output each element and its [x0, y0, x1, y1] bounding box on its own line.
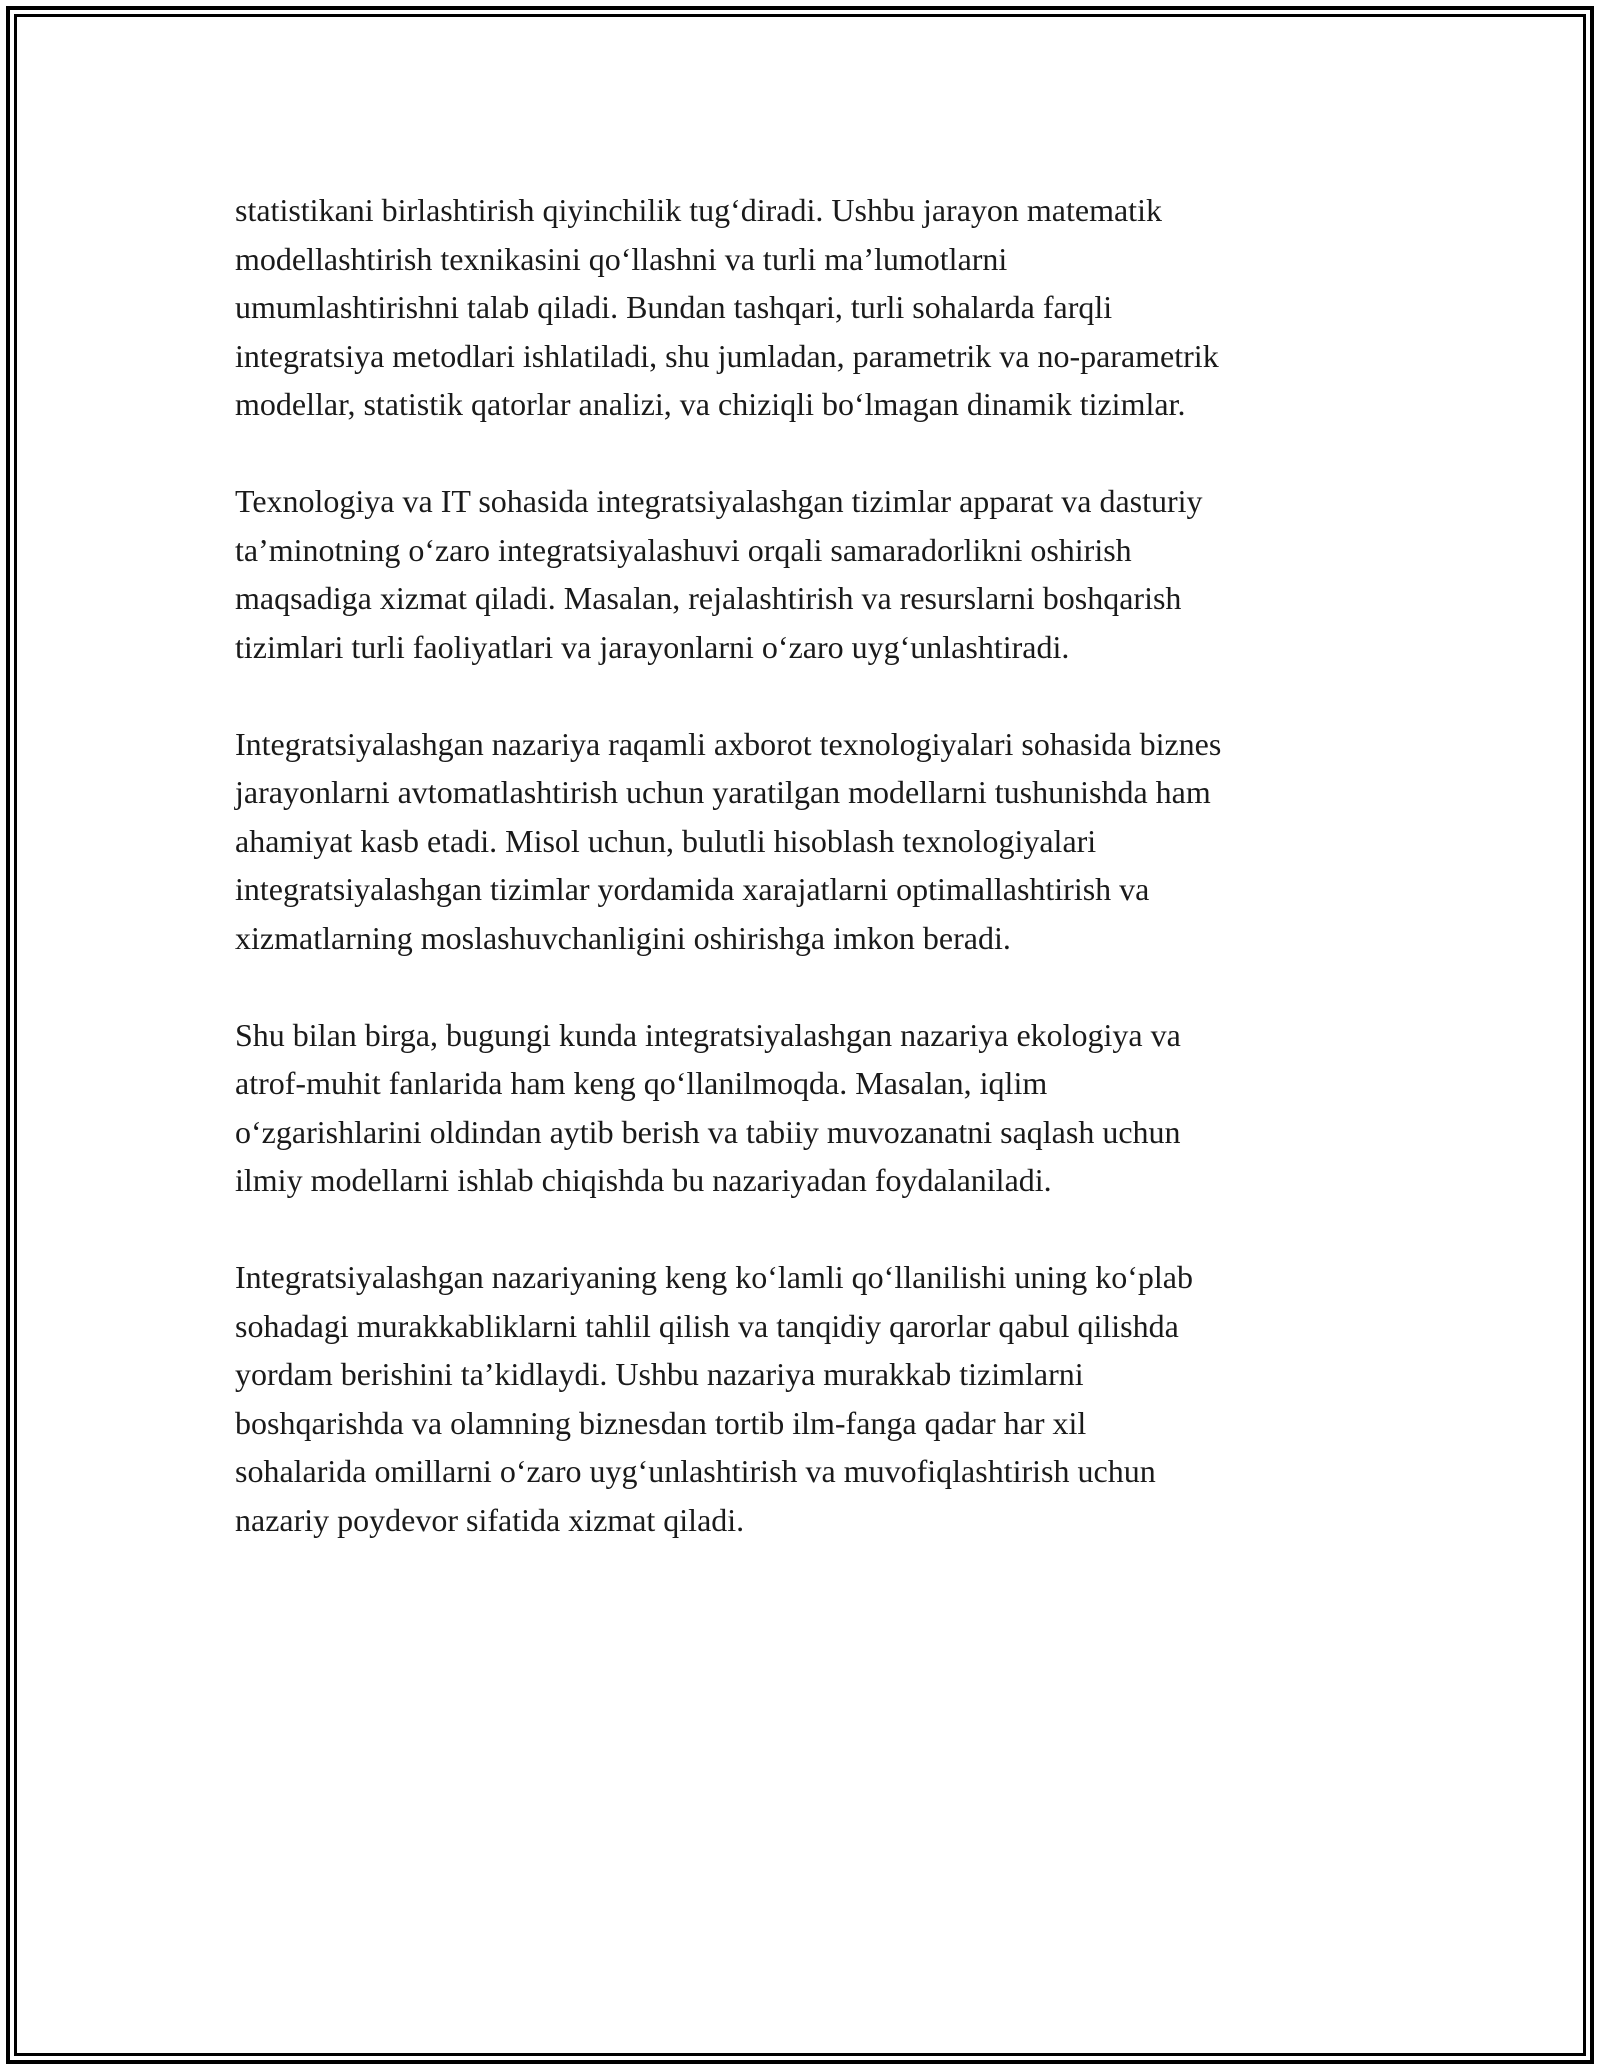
text-line: ilmiy modellarni ishlab chiqishda bu nazariyadan foydalaniladi.: [235, 1162, 1052, 1198]
text-line: modellashtirish texnikasini qo‘llashni va turli ma’lumotlarni: [235, 240, 1008, 277]
text-line: sohalarida omillarni o‘zaro uyg‘unlashtirish va muvofiqlashtirish uchun: [235, 1453, 1156, 1489]
text-line: ta’minotning o‘zaro integratsiyalashuvi orqali samaradorlikni oshirish: [235, 531, 1132, 568]
text-line: statistikani birlashtirish qiyinchilik tug‘diradi. Ushbu jarayon matematik: [235, 192, 1162, 228]
text-line: xizmatlarning moslashuvchanligini oshirishga imkon beradi.: [235, 919, 1011, 956]
text-line: tizimlari turli faoliyatlari va jarayonlarni o‘zaro uyg‘unlashtiradi.: [235, 628, 1070, 665]
text-line: Integratsiyalashgan nazariyaning keng ko‘lamli qo‘llanilishi uning ko‘plab: [235, 1259, 1193, 1295]
text-line: integratsiya metodlari ishlatiladi, shu jumladan, parametrik va no-parametrik: [235, 337, 1219, 374]
text-line: Texnologiya va IT sohasida integratsiyalashgan tizimlar apparat va dasturiy: [235, 483, 1203, 519]
text-line: umumlashtirishni talab qiladi. Bundan tashqari, turli sohalarda farqli: [235, 289, 1113, 325]
text-line: integratsiyalashgan tizimlar yordamida xarajatlarni optimallashtirish va: [235, 871, 1150, 907]
text-line: sohadagi murakkabliklarni tahlil qilish va tanqidiy qarorlar qabul qilishda: [235, 1307, 1179, 1344]
paragraph-4: [235, 1011, 1405, 1205]
text-line: Integratsiyalashgan nazariya raqamli axborot texnologiyalari sohasida biznes: [235, 725, 1222, 762]
text-line: jarayonlarni avtomatlashtirish uchun yaratilgan modellarni tushunishda ham: [235, 774, 1211, 810]
text-line: modellar, statistik qatorlar analizi, va chiziqli bo‘lmagan dinamik tizimlar.: [235, 386, 1186, 422]
paragraph-1: [235, 186, 1405, 429]
text-line: yordam berishini ta’kidlaydi. Ushbu nazariya murakkab tizimlarni: [235, 1356, 1084, 1392]
text-line: atrof-muhit fanlarida ham keng qo‘llanilmoqda. Masalan, iqlim: [235, 1065, 1048, 1101]
text-line: Shu bilan birga, bugungi kunda integratsiyalashgan nazariya ekologiya va: [235, 1016, 1181, 1053]
paragraph-2: [235, 477, 1405, 671]
paragraph-5: [235, 1253, 1405, 1544]
paragraph-3: [235, 720, 1405, 963]
text-line: nazariy poydevor sifatida xizmat qiladi.: [235, 1501, 745, 1538]
text-line: boshqarishda va olamning biznesdan tortib ilm-fanga qadar har xil: [235, 1404, 1087, 1441]
text-line: maqsadiga xizmat qiladi. Masalan, rejalashtirish va resurslarni boshqarish: [235, 580, 1182, 616]
document-body: [235, 186, 1405, 1593]
text-line: o‘zgarishlarini oldindan aytib berish va tabiiy muvozanatni saqlash uchun: [235, 1113, 1181, 1150]
text-line: ahamiyat kasb etadi. Misol uchun, bulutli hisoblash texnologiyalari: [235, 822, 1097, 859]
